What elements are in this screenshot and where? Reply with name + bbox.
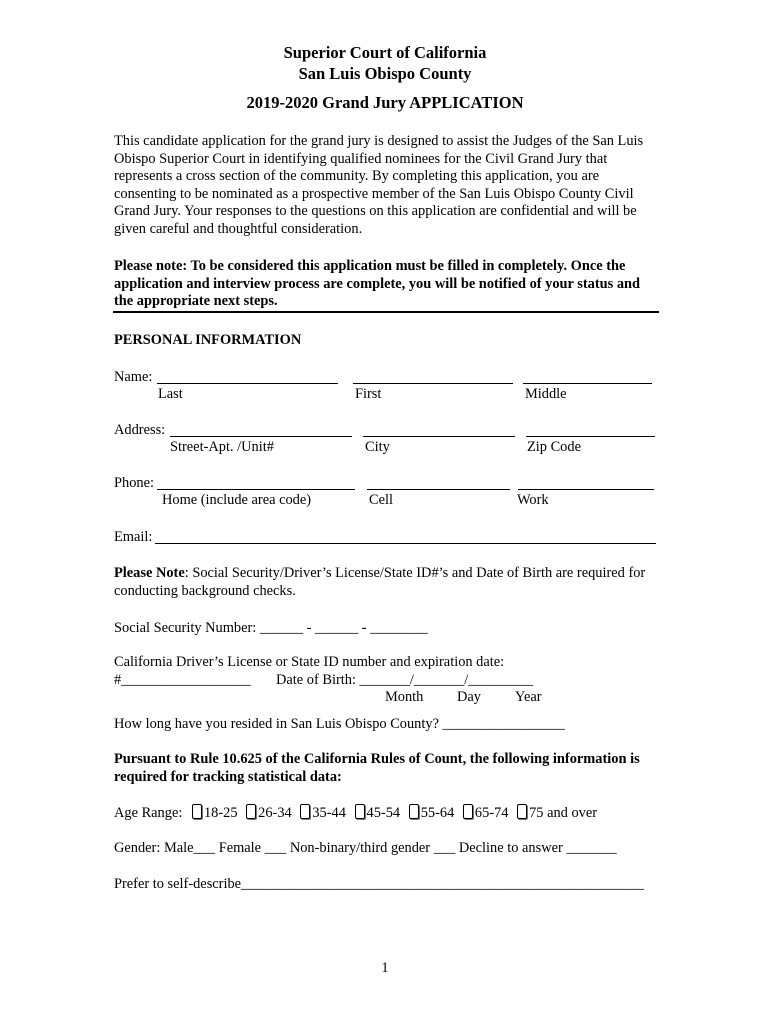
age-option-55-64[interactable]: 55-64: [409, 804, 455, 822]
last-name-field[interactable]: [157, 383, 338, 384]
background-note-text: : Social Security/Driver’s License/State ID#’s and Date of Birth are required for conducting background checks.: [114, 565, 646, 599]
age-range-row: [114, 804, 602, 822]
dob-day-caption: Day: [457, 689, 481, 705]
zip-field[interactable]: [526, 436, 655, 437]
background-note: [114, 565, 659, 600]
age-option-75-and-over[interactable]: 75 and over: [517, 804, 597, 822]
form-title: 2019-2020 Grand Jury APPLICATION: [246, 93, 524, 112]
checkbox-55-64[interactable]: [409, 804, 419, 819]
address-label: Address:: [114, 422, 166, 438]
home-caption: Home (include area code): [162, 492, 312, 508]
checkbox-26-34[interactable]: [246, 804, 256, 819]
first-name-field[interactable]: [353, 383, 513, 384]
dob-month-caption: Month: [385, 689, 424, 705]
age-option-35-44[interactable]: 35-44: [300, 804, 346, 822]
phone-label: Phone:: [114, 475, 154, 491]
ssn-field[interactable]: Social Security Number: ______ - ______ - ________: [114, 620, 428, 636]
checkbox-75-and-over[interactable]: [517, 804, 527, 819]
cell-phone-field[interactable]: [367, 489, 510, 490]
residence-field[interactable]: How long have you resided in San Luis Obispo County? _________________: [114, 716, 565, 732]
middle-caption: Middle: [525, 386, 567, 402]
background-note-bold: Please Note: [114, 565, 185, 581]
page-number: 1: [381, 960, 389, 976]
personal-info-heading: PERSONAL INFORMATION: [114, 332, 302, 348]
name-label: Name:: [114, 369, 153, 385]
first-caption: First: [355, 386, 382, 402]
self-describe-field[interactable]: Prefer to self-describe________________________________________________________: [114, 876, 644, 892]
checkbox-65-74[interactable]: [463, 804, 473, 819]
checkbox-45-54[interactable]: [355, 804, 365, 819]
gender-field[interactable]: Gender: Male___ Female ___ Non-binary/third gender ___ Decline to answer _______: [114, 840, 617, 856]
age-option-65-74[interactable]: 65-74: [463, 804, 509, 822]
please-note-paragraph: Please note: To be considered this application must be filled in completely. Once the application and interview process are complete, you will be notified of your status and the appropriate next steps.: [114, 258, 641, 310]
work-phone-field[interactable]: [518, 489, 654, 490]
license-label: California Driver’s License or State ID number and expiration date:: [114, 654, 505, 670]
work-caption: Work: [517, 492, 549, 508]
email-label: Email:: [114, 529, 153, 545]
city-field[interactable]: [363, 436, 515, 437]
court-name: Superior Court of California: [283, 43, 487, 62]
city-caption: City: [365, 439, 390, 455]
age-option-26-34[interactable]: 26-34: [246, 804, 292, 822]
zip-caption: Zip Code: [527, 439, 581, 455]
dob-field[interactable]: Date of Birth: _______/_______/_________: [276, 672, 534, 688]
age-range-label: Age Range:: [114, 805, 183, 821]
age-option-18-25[interactable]: 18-25: [192, 804, 238, 822]
street-caption: Street-Apt. /Unit#: [170, 439, 274, 455]
street-field[interactable]: [170, 436, 352, 437]
license-field[interactable]: #__________________: [114, 672, 251, 688]
checkbox-18-25[interactable]: [192, 804, 202, 819]
dob-year-caption: Year: [515, 689, 542, 705]
checkbox-35-44[interactable]: [300, 804, 310, 819]
last-caption: Last: [158, 386, 183, 402]
middle-name-field[interactable]: [523, 383, 652, 384]
cell-caption: Cell: [369, 492, 393, 508]
county-name: San Luis Obispo County: [298, 64, 472, 83]
section-divider: [113, 311, 659, 313]
statistics-heading: Pursuant to Rule 10.625 of the California Rules of Count, the following information is required for tracking statistical data:: [114, 751, 640, 785]
home-phone-field[interactable]: [157, 489, 355, 490]
age-option-45-54[interactable]: 45-54: [355, 804, 401, 822]
email-field[interactable]: [155, 543, 656, 544]
intro-paragraph: This candidate application for the grand jury is designed to assist the Judges of the San Luis Obispo Superior Court in identifying qualified nominees for the Civil Grand Jury that represents a cross section of the community. By completing this application, you are consenting to be nominated as a prospective member of the San Luis Obispo County Civil Grand Jury. Your responses to the questions on this application are confidential and will be given careful and thoughtful consideration.: [114, 133, 644, 237]
